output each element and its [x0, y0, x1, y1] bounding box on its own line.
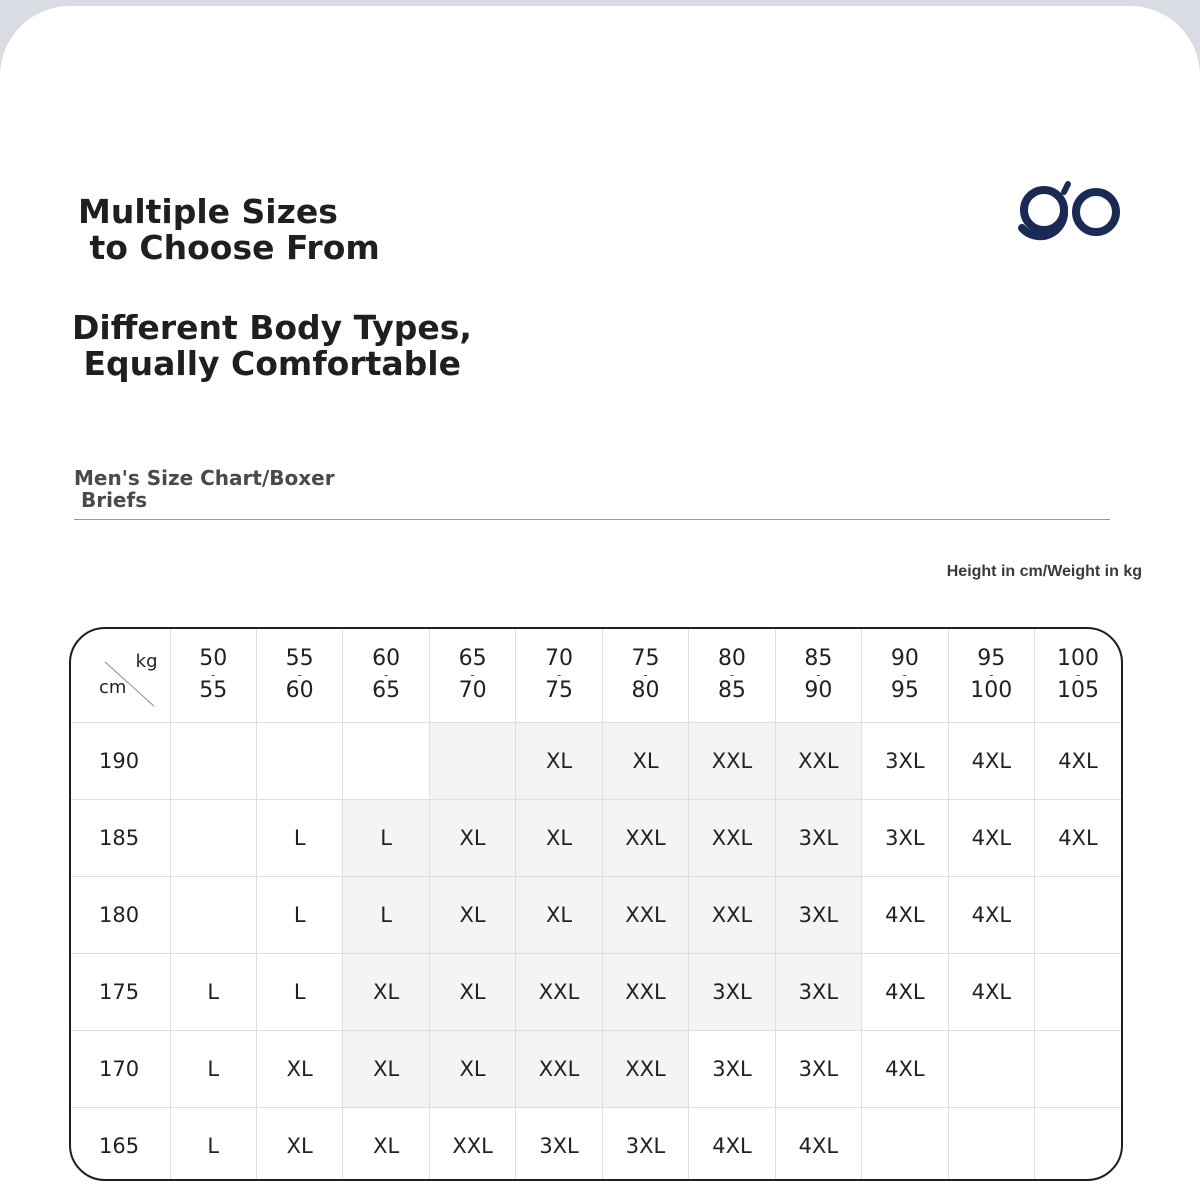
size-cell: 4XL [862, 876, 948, 953]
size-cell: XL [429, 799, 515, 876]
range-dash: - [816, 668, 821, 683]
size-cell: 3XL [775, 1030, 861, 1107]
size-cell: XXL [516, 1030, 602, 1107]
size-cell: 4XL [948, 722, 1034, 799]
height-row [71, 722, 1121, 799]
weight-range-to: 90 [804, 678, 833, 704]
weight-range-from: 50 [199, 646, 228, 672]
size-cell: XL [516, 876, 602, 953]
weight-range-to: 70 [458, 678, 487, 704]
weight-range-header [1035, 629, 1121, 722]
height-label: 170 [71, 1030, 170, 1107]
corner-cell [71, 629, 170, 722]
weight-range-from: 95 [977, 646, 1006, 672]
corner-kg-label: kg [135, 651, 158, 672]
size-cell: XL [256, 1107, 342, 1181]
range-dash: - [297, 668, 302, 683]
range-dash: - [729, 668, 735, 683]
size-cell: 3XL [516, 1107, 602, 1181]
size-cell: XL [256, 1030, 342, 1107]
weight-range-header [256, 629, 342, 722]
height-row [71, 876, 1121, 953]
weight-range-from: 60 [372, 646, 401, 672]
size-cell: XXL [689, 799, 775, 876]
range-dash: - [989, 668, 994, 683]
height-row [71, 799, 1121, 876]
size-cell: XXL [602, 876, 688, 953]
height-row [71, 1030, 1121, 1107]
size-cell: L [256, 799, 342, 876]
size-cell: 3XL [602, 1107, 688, 1181]
weight-range-to: 80 [631, 678, 660, 704]
size-cell [170, 722, 256, 799]
range-dash: - [383, 668, 389, 683]
weight-range-to: 100 [970, 678, 1013, 704]
size-cell: XL [516, 799, 602, 876]
size-cell: L [170, 1107, 256, 1181]
weight-range-to: 95 [890, 678, 919, 704]
size-cell [256, 722, 342, 799]
size-cell: 3XL [775, 799, 861, 876]
weight-range-header [689, 629, 775, 722]
weight-range-header [516, 629, 602, 722]
weight-range-from: 75 [631, 646, 660, 672]
weight-range-to: 105 [1057, 678, 1100, 704]
size-cell: L [343, 799, 429, 876]
size-cell: XL [429, 876, 515, 953]
size-cell: XXL [429, 1107, 515, 1181]
weight-range-header [170, 629, 256, 722]
corner-cm-label: cm [99, 677, 127, 698]
size-cell: XL [429, 1030, 515, 1107]
weight-range-from: 55 [285, 646, 314, 672]
weight-range-header [775, 629, 861, 722]
size-cell [1035, 1107, 1121, 1181]
size-cell: 3XL [775, 876, 861, 953]
weight-range-header [343, 629, 429, 722]
size-cell [1035, 1030, 1121, 1107]
size-cell: L [170, 1030, 256, 1107]
size-cell: XL [343, 953, 429, 1030]
size-cell: L [256, 876, 342, 953]
weight-range-from: 85 [804, 646, 833, 672]
size-cell: XXL [602, 799, 688, 876]
size-cell [862, 1107, 948, 1181]
height-row [71, 953, 1121, 1030]
size-cell: XL [602, 722, 688, 799]
height-label: 165 [71, 1107, 170, 1181]
size-cell: 4XL [1035, 722, 1121, 799]
size-chart-table [69, 627, 1123, 1181]
headline-body-types: Different Body Types, Equally Comfortable [72, 308, 472, 383]
size-cell: L [256, 953, 342, 1030]
size-cell: 4XL [775, 1107, 861, 1181]
height-label: 180 [71, 876, 170, 953]
weight-range-to: 55 [199, 678, 228, 704]
size-cell: 3XL [689, 1030, 775, 1107]
size-cell [170, 876, 256, 953]
weight-range-to: 65 [372, 678, 401, 704]
size-cell [948, 1030, 1034, 1107]
size-cell: 4XL [862, 953, 948, 1030]
height-row [71, 1107, 1121, 1181]
size-cell: XL [516, 722, 602, 799]
range-dash: - [1075, 668, 1081, 683]
size-cell: XL [429, 953, 515, 1030]
units-note: Height in cm/Weight in kg [946, 563, 1142, 580]
size-cell: 4XL [948, 799, 1034, 876]
size-cell [343, 722, 429, 799]
size-cell: L [170, 953, 256, 1030]
size-cell: 3XL [775, 953, 861, 1030]
weight-range-from: 100 [1057, 646, 1100, 672]
size-cell [429, 722, 515, 799]
weight-range-from: 90 [890, 646, 919, 672]
weight-range-to: 75 [545, 678, 574, 704]
size-cell: 4XL [689, 1107, 775, 1181]
range-dash: - [902, 668, 908, 683]
size-cell: XXL [602, 953, 688, 1030]
size-cell: 3XL [689, 953, 775, 1030]
size-cell [1035, 876, 1121, 953]
size-cell: XXL [689, 876, 775, 953]
weight-range-from: 80 [717, 646, 746, 672]
size-cell [170, 799, 256, 876]
size-chart-title: Men's Size Chart/Boxer Briefs [74, 466, 335, 512]
weight-header-row [71, 629, 1121, 722]
height-label: 190 [71, 722, 170, 799]
size-cell: XXL [516, 953, 602, 1030]
size-cell: 4XL [862, 1030, 948, 1107]
weight-range-header [862, 629, 948, 722]
size-cell: L [343, 876, 429, 953]
title-divider [74, 519, 1110, 520]
range-dash: - [470, 668, 475, 683]
height-label: 175 [71, 953, 170, 1030]
size-cell: 3XL [862, 722, 948, 799]
size-cell: XXL [775, 722, 861, 799]
size-cell: XL [343, 1030, 429, 1107]
weight-range-to: 60 [285, 678, 314, 704]
weight-range-header [948, 629, 1034, 722]
range-dash: - [211, 668, 216, 683]
weight-range-header [602, 629, 688, 722]
size-cell: 4XL [948, 876, 1034, 953]
brand-logo-icon [1016, 170, 1124, 262]
size-cell: XXL [602, 1030, 688, 1107]
headline-multiple-sizes: Multiple Sizes to Choose From [78, 192, 380, 267]
height-label: 185 [71, 799, 170, 876]
size-cell [948, 1107, 1034, 1181]
size-cell: XXL [689, 722, 775, 799]
size-cell: 3XL [862, 799, 948, 876]
weight-range-from: 65 [458, 646, 487, 672]
range-dash: - [643, 668, 648, 683]
weight-range-header [429, 629, 515, 722]
range-dash: - [556, 668, 562, 683]
weight-range-to: 85 [717, 678, 746, 704]
size-cell: 4XL [948, 953, 1034, 1030]
size-cell: XL [343, 1107, 429, 1181]
size-cell [1035, 953, 1121, 1030]
weight-range-from: 70 [545, 646, 574, 672]
size-cell: 4XL [1035, 799, 1121, 876]
